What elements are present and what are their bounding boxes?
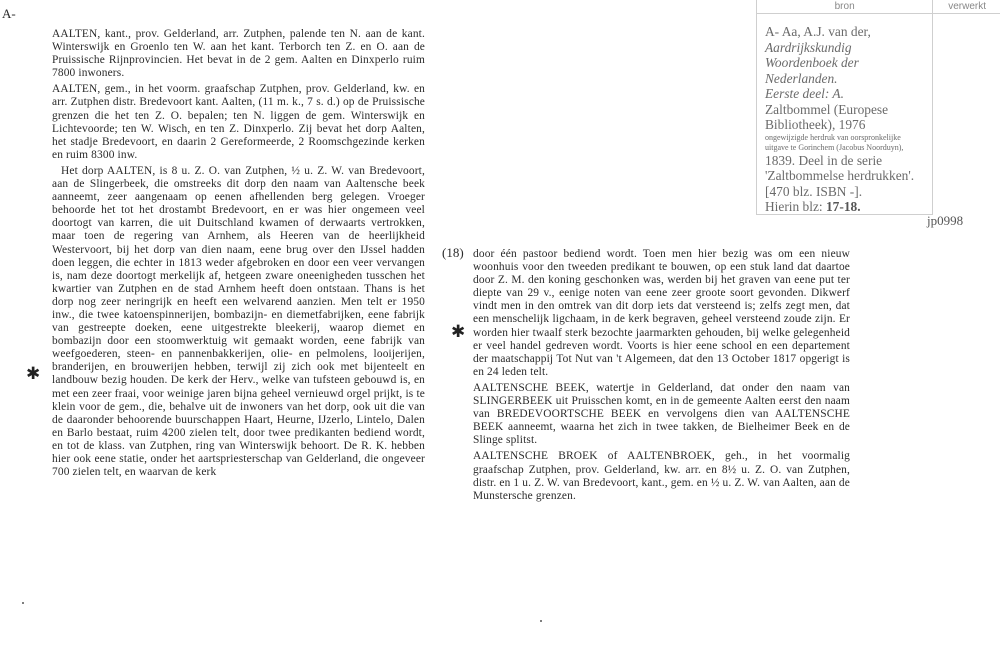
left-column <box>52 28 425 482</box>
metadata-header <box>757 0 1000 14</box>
pages-line <box>765 199 926 215</box>
speck <box>22 602 24 604</box>
publisher: Zaltbommel (Europese Bibliotheek), 1976 <box>765 101 889 132</box>
corner-label: A- <box>2 6 16 21</box>
right-column <box>473 248 850 506</box>
author-line: A- Aa, A.J. van der, <box>765 24 871 39</box>
asterisk-mark-icon: ✱ <box>451 322 466 342</box>
entry-aalten-kanton: AALTEN, kant., prov. Gelderland, arr. Zutphen, palende ten N. aan de kant. Winterswijk en Groenlo ten W. aan het kant. Terborch ten Z. en O. aan de Pruissische Rijnprovincien. Het bevat in de 2 gem. Aalten en Dinxperlo ruim 7800 inwoners. <box>52 28 425 80</box>
book-title: Aardrijkskundig Woordenboek der Nederlanden. <box>765 39 859 86</box>
volume: Eerste deel: A. <box>765 86 844 101</box>
page-number: (18) <box>442 245 464 260</box>
extent: [470 blz. ISBN -]. <box>765 183 863 199</box>
column-header-processed: verwerkt <box>948 1 987 12</box>
entry-aalten-continued: door één pastoor bediend wordt. Toen men hier bezig was om een nieuw woonhuis voor den tweeden predikant te bouwen, op een stuk land dat daartoe door Z. M. den koning geschonken was, werden bij het graven van eene put ter diepte van 29 v., eenige noten van eene zeer groote soort gevonden. Dikwerf vindt men in den omtrek van dit dorp iets dat versteend is; zelfs zegt men, dat een menschelijk ligchaam, in de kerk begraven, geheel versteend zoude zijn. Er worden hier twaalf sterk bezochte jaarmarkten gehouden, bij welke gelegenheid er veel handel gedreven wordt. Voorts is hier eene school en een departement der maatschappij Tot Nut van 't Algemeen, dat den 13 October 1817 opgerigt is en 24 leden telt. <box>473 248 850 378</box>
reprint-note: ongewijzigde herdruk van oorspronkelijke uitgave te Gorinchem (Jacobus Noorduyn), <box>765 132 904 152</box>
pages: 17-18. <box>825 199 861 214</box>
scan-code: jp0998 <box>927 213 964 228</box>
series: 1839. Deel in de serie 'Zaltbommelse herdrukken'. <box>765 152 915 183</box>
entry-aaltensche-broek: AALTENSCHE BROEK of AALTENBROEK, geh., in het voormalig graafschap Zutphen, prov. Gelderland, kw. arr. en 8½ u. Z. O. van Zutphen, distr. en 1 u. Z. W. van Bredevoort, kant., gem. en ½ u. Z. W. van Aalten, aan de Munstersche grenzen. <box>473 450 850 502</box>
entry-aalten-dorp: Het dorp AALTEN, is 8 u. Z. O. van Zutphen, ½ u. Z. W. van Bredevoort, aan de Slingerbeek, die omstreeks dit dorp den naam van Aaltensche beek aanneemt, zeer aangenaam op eenen afhellenden berg gelegen. Vroeger behoorde het tot het drostambt Bredevoort, en er was hier ongemeen veel doortogt van karren, die uit Duitschland kwamen of derwaarts vertrokken, maar toen de regering van Arnhem, als Heeren van de heerlijkheid Westervoort, bij het dorp van dien naam, eene brug over den IJssel hadden doen leggen, die echter in 1813 weder afgebroken en door een veer vervangen is, nam deze doortogt merkelijk af, hetgeen zware oneenigheden tusschen het kwartier van Zutphen en de stad Arnhem heeft doen ontstaan. Thans is het dorp nog zeer neringrijk en heeft een welvarend aanzien. Men telt er 1950 inw., die twee katoenspinnerijen, bombazijn- en diemetfabrijken, eene fabrijk van gestreepte doeken, eene uitgestrekte bleekerij, waarop diemet en bombazijn door een stoomwerktuig wit gemaakt worden, eene fabrijk van weefgoederen, steen- en pannenbakkerijen, olie- en pelmolens, looijerijen, branderijen, en brouwerijen hebben, terwijl zij zich ook met bijenteelt en landbouw bezig houden. De kerk der Herv., welke van tufsteen gebouwd is, en met een zeer fraai, voor weinige jaren bijna geheel vernieuwd orgel prijkt, is te klein voor de gem., die, behalve uit de inwoners van het dorp, ook uit die van de daaronder behoorende buurschappen Haart, Heurne, IJzerlo, Lintelo, Dalen en Barlo bestaat, ruim 4200 zielen telt, door twee predikanten bediend wordt, en tot de klass. van Zutphen, ring van Winterswijk behoort. De R. K. hebben hier ook eene statie, onder het aartspriesterschap van Gelderland, die ongeveer 700 zielen telt, en waarvan de kerk <box>52 164 425 479</box>
metadata-box <box>756 0 1000 215</box>
pages-label: Hierin blz: <box>765 199 826 214</box>
column-header-source: bron <box>757 0 933 13</box>
speck <box>540 620 542 622</box>
entry-aaltensche-beek: AALTENSCHE BEEK, watertje in Gelderland, dat onder den naam van SLINGERBEEK uit Pruisschen komt, en in de gemeente Aalten eerst den naam van BREDEVOORTSCHE BEEK en vervolgens dien van AALTENSCHE BEEK aanneemt, waarna het zich in twee takken, de Bielheimer Beek en de Slinge splitst. <box>473 381 850 447</box>
entry-aalten-gemeente: AALTEN, gem., in het voorm. graafschap Zutphen, prov. Gelderland, kw. en arr. Zutphen distr. Bredevoort kant. Aalten, (11 m. k., 7 s. d.) op de Pruissische grenzen die het ten Z. O. bepalen; ten N. liggen de gem. Winterswijk en Lichtevoorde; ten W. Wisch, en ten Z. Dinxperlo. Zij bevat het dorp Aalten, het stadje Bredevoort, en daarin 2 Gereformeerde, 2 Roomschgezinde kerken en ruim 8300 inw. <box>52 83 425 161</box>
source-description <box>757 14 933 215</box>
asterisk-mark-icon: ✱ <box>26 364 41 384</box>
